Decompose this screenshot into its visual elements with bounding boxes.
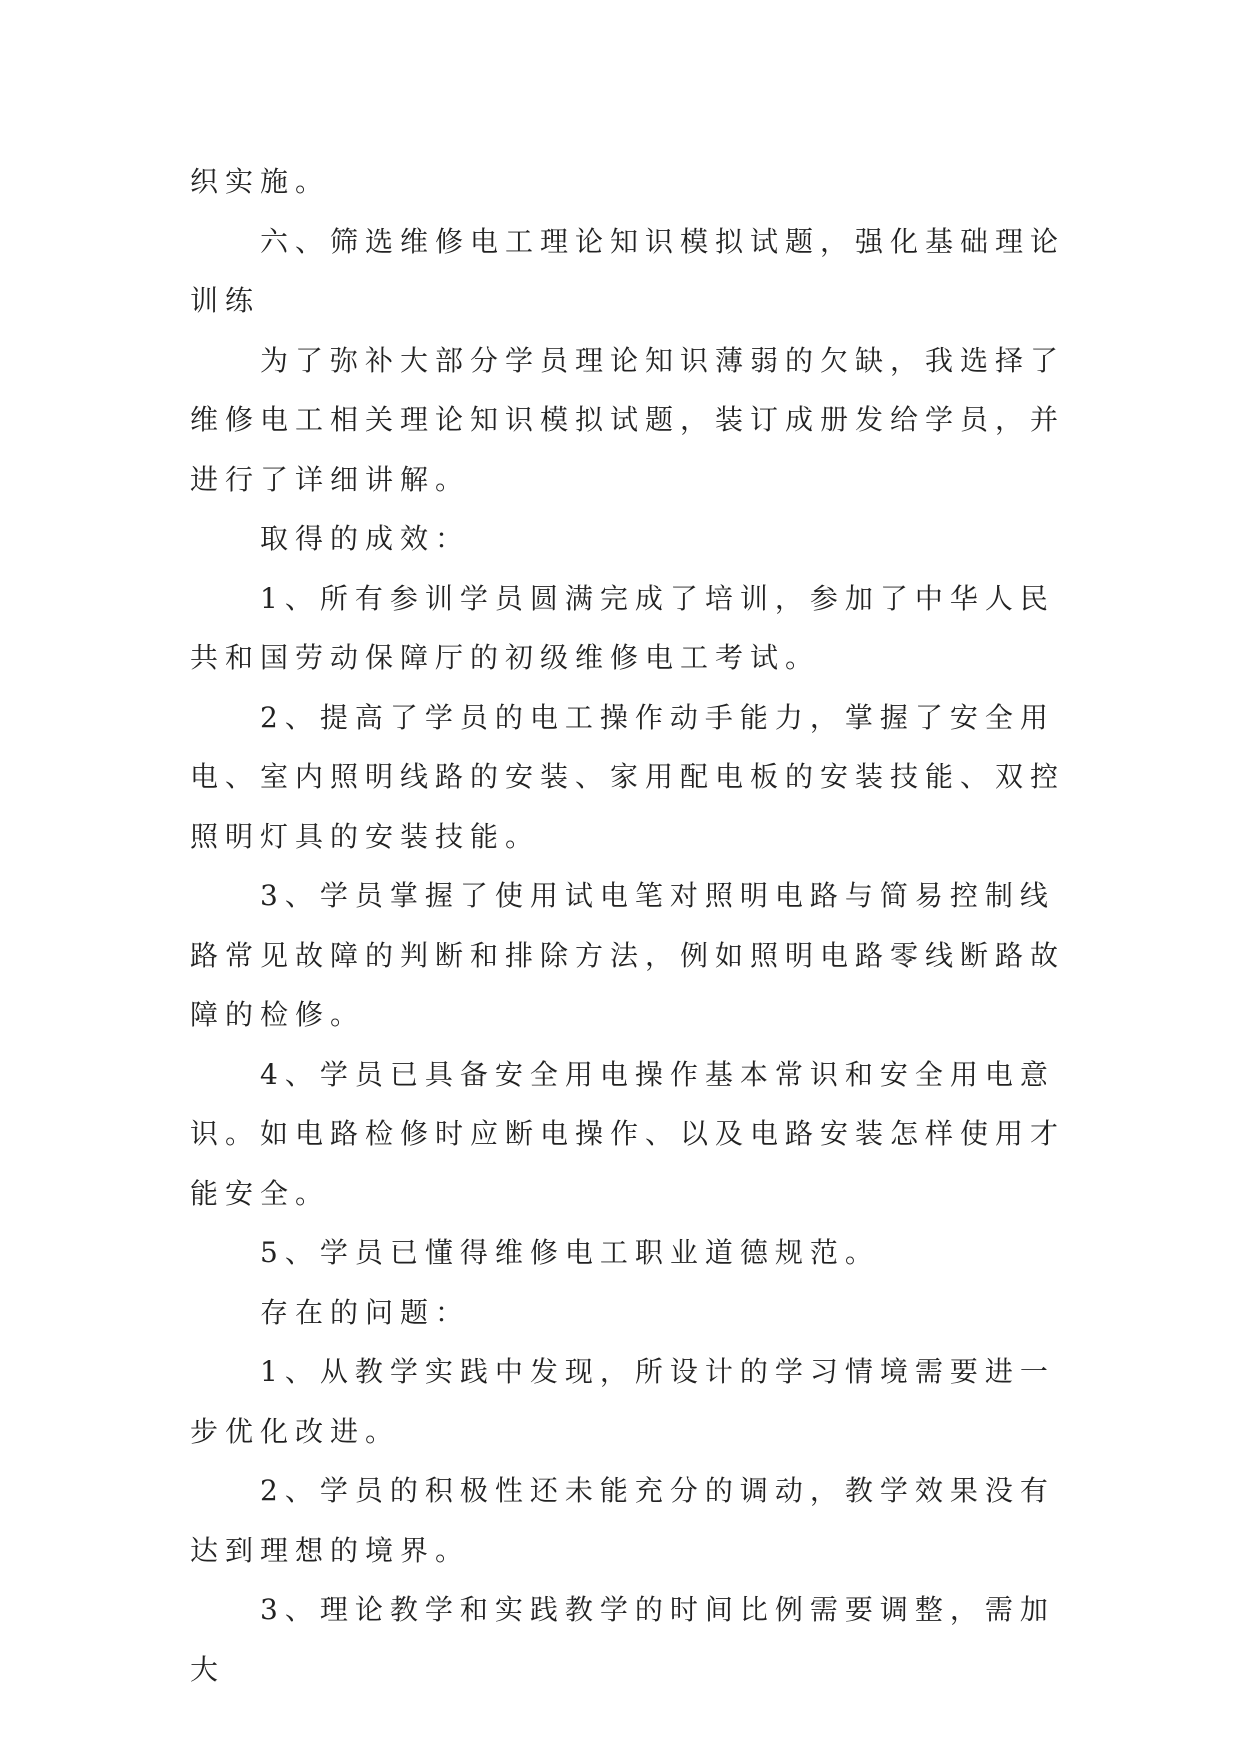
- subheading-problems: 存在的问题：: [260, 1295, 471, 1329]
- problem-item-2: 2、学员的积极性还未能充分的调动，教学效果没有达到理想的境界。: [190, 1474, 1055, 1567]
- achievement-item-3: 3、学员掌握了使用试电笔对照明电路与简易控制线路常见故障的判断和排除方法，例如照明电路零线断路故障的检修。: [190, 879, 1066, 1031]
- problem-item-1: 1、从教学实践中发现，所设计的学习情境需要进一步优化改进。: [190, 1355, 1055, 1448]
- document-body: [190, 152, 1068, 1699]
- achievement-item-2: 2、提高了学员的电工操作动手能力，掌握了安全用电、室内照明线路的安装、家用配电板的安装技能、双控照明灯具的安装技能。: [190, 700, 1066, 853]
- achievement-item-1: 1、所有参训学员圆满完成了培训，参加了中华人民共和国劳动保障厅的初级维修电工考试。: [190, 581, 1055, 674]
- achievement-item-4: 4、学员已具备安全用电操作基本常识和安全用电意识。如电路检修时应断电操作、以及电路安装怎样使用才能安全。: [190, 1057, 1066, 1210]
- subheading-achievements: 取得的成效：: [260, 522, 471, 555]
- problem-item-3: 3、理论教学和实践教学的时间比例需要调整，需加大: [190, 1593, 1055, 1686]
- paragraph-theory-training: 为了弥补大部分学员理论知识薄弱的欠缺，我选择了维修电工相关理论知识模拟试题，装订成册发给学员，并进行了详细讲解。: [190, 343, 1066, 496]
- paragraph-continuation: 织实施。: [190, 165, 331, 198]
- achievement-item-5: 5、学员已懂得维修电工职业道德规范。: [260, 1236, 880, 1269]
- section-heading-six: 六、筛选维修电工理论知识模拟试题，强化基础理论训练: [190, 224, 1066, 317]
